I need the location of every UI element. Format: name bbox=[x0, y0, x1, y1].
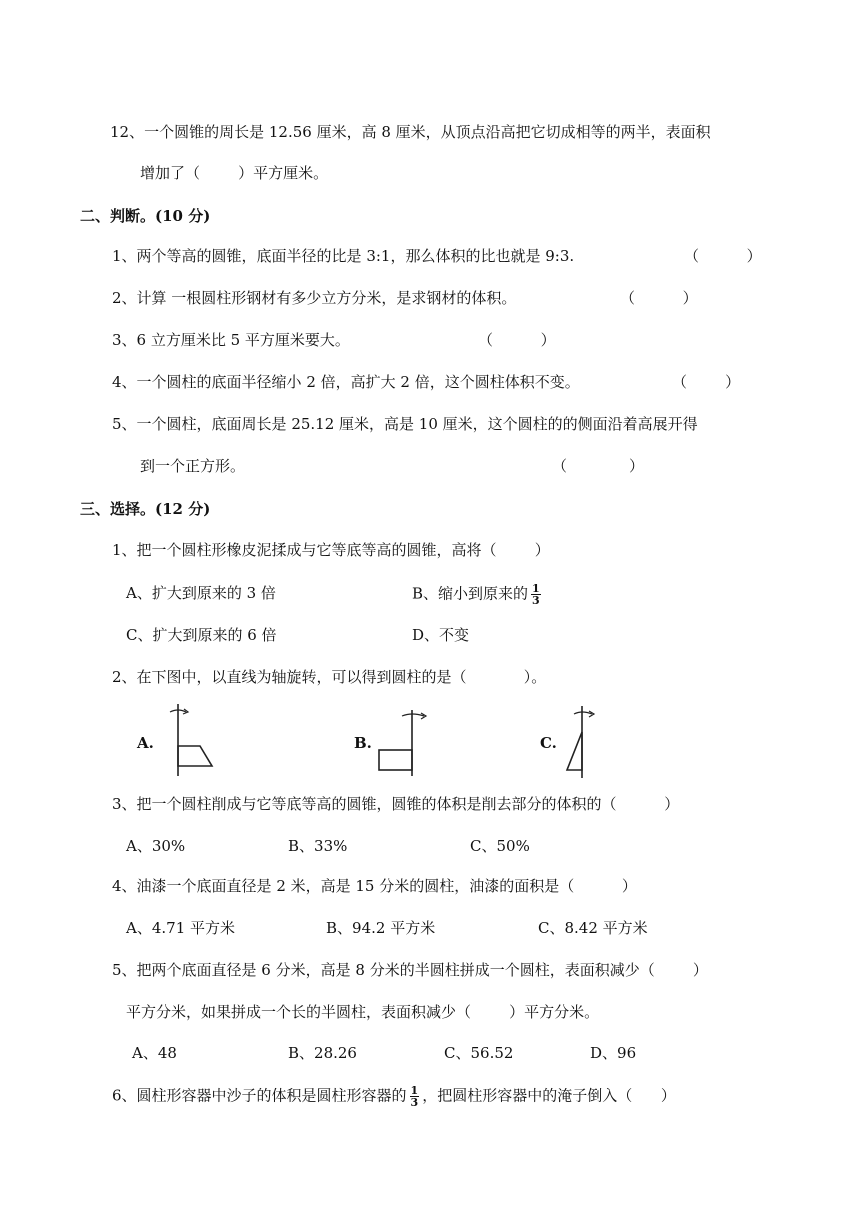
choice-q5-option-c: C、56.52 bbox=[444, 1044, 514, 1062]
fraction-one-third bbox=[531, 583, 541, 606]
figure-c-triangle-axis bbox=[560, 702, 610, 780]
figure-b-rectangle-axis bbox=[372, 706, 442, 776]
choice-q6 bbox=[112, 1085, 676, 1108]
judge-blank-1: （ ） bbox=[684, 247, 762, 265]
choice-q5: 5、把两个底面直径是 6 分米，高是 8 分米的半圆柱拼成一个圆柱，表面积减少（ ） bbox=[112, 961, 708, 979]
judge-blank-5: （ ） bbox=[552, 457, 644, 475]
choice-q4-option-c: C、8.42 平方米 bbox=[538, 919, 648, 937]
choice-q4-option-a: A、4.71 平方米 bbox=[126, 919, 235, 937]
choice-q5-option-d: D、96 bbox=[590, 1044, 637, 1062]
judge-blank-3: （ ） bbox=[478, 331, 556, 349]
choice-q2: 2、在下图中，以直线为轴旋转，可以得到圆柱的是（ ）。 bbox=[112, 668, 547, 686]
fraction-numerator: 1 bbox=[410, 1084, 419, 1097]
choice-q5-option-a: A、48 bbox=[132, 1044, 177, 1062]
choice-q5-option-b: B、28.26 bbox=[288, 1044, 357, 1062]
fraction-numerator: 1 bbox=[532, 582, 540, 595]
figure-a-trapezoid-axis bbox=[160, 700, 220, 780]
choice-q4-option-b: B、94.2 平方米 bbox=[326, 919, 436, 937]
judge-blank-2: （ ） bbox=[620, 289, 698, 307]
choice-q5-cont: 平方分米，如果拼成一个长的半圆柱，表面积减少（ ）平方分米。 bbox=[126, 1003, 600, 1021]
choice-q4: 4、油漆一个底面直径是 2 米，高是 15 分米的圆柱，油漆的面积是（ ） bbox=[112, 877, 637, 895]
figure-c-label: C. bbox=[540, 734, 557, 752]
fraction-denominator: 3 bbox=[410, 1096, 419, 1109]
judge-blank-4: （ ） bbox=[672, 373, 741, 391]
fraction-one-third bbox=[410, 1085, 420, 1108]
choice-q1-option-c: C、扩大到原来的 6 倍 bbox=[126, 626, 277, 644]
section2-heading: 二、判断。(10 分) bbox=[80, 207, 211, 225]
choice-q1-option-a: A、扩大到原来的 3 倍 bbox=[126, 584, 276, 602]
choice-q3: 3、把一个圆柱削成与它等底等高的圆锥，圆锥的体积是削去部分的体积的（ ） bbox=[112, 795, 680, 813]
judge-item-5: 5、一个圆柱，底面周长是 25.12 厘米，高是 10 厘米，这个圆柱的的侧面沿着高展开得 bbox=[112, 415, 698, 433]
choice-q3-option-c: C、50% bbox=[470, 837, 530, 855]
choice-q1: 1、把一个圆柱形橡皮泥揉成与它等底等高的圆锥，高将（ ） bbox=[112, 541, 550, 559]
q12-line2: 增加了（ ）平方厘米。 bbox=[140, 164, 329, 182]
choice-q1-option-d: D、不变 bbox=[412, 626, 470, 644]
q12-line1: 12、一个圆锥的周长是 12.56 厘米，高 8 厘米，从顶点沿高把它切成相等的两半，表面积 bbox=[110, 123, 711, 141]
judge-item-3: 3、6 立方厘米比 5 平方厘米要大。 bbox=[112, 331, 350, 349]
choice-q6-text-after: ，把圆柱形容器中的淹子倒入（ ） bbox=[422, 1086, 676, 1105]
choice-q1-option-b-text: B、缩小到原来的 bbox=[412, 584, 529, 603]
figure-b-label: B. bbox=[354, 734, 372, 752]
choice-q1-option-b bbox=[412, 583, 544, 606]
judge-item-5-cont: 到一个正方形。 bbox=[140, 457, 246, 475]
section3-heading: 三、选择。(12 分) bbox=[80, 500, 211, 518]
judge-item-4: 4、一个圆柱的底面半径缩小 2 倍，高扩大 2 倍，这个圆柱体积不变。 bbox=[112, 373, 580, 391]
choice-q3-option-b: B、33% bbox=[288, 837, 348, 855]
choice-q6-text-before: 6、圆柱形容器中沙子的体积是圆柱形容器的 bbox=[112, 1086, 407, 1105]
choice-q3-option-a: A、30% bbox=[126, 837, 186, 855]
judge-item-2: 2、计算 一根圆柱形钢材有多少立方分米，是求钢材的体积。 bbox=[112, 289, 517, 307]
figure-a-label: A. bbox=[137, 734, 154, 752]
judge-item-1: 1、两个等高的圆锥，底面半径的比是 3:1，那么体积的比也就是 9:3. bbox=[112, 247, 575, 265]
fraction-denominator: 3 bbox=[532, 594, 540, 607]
